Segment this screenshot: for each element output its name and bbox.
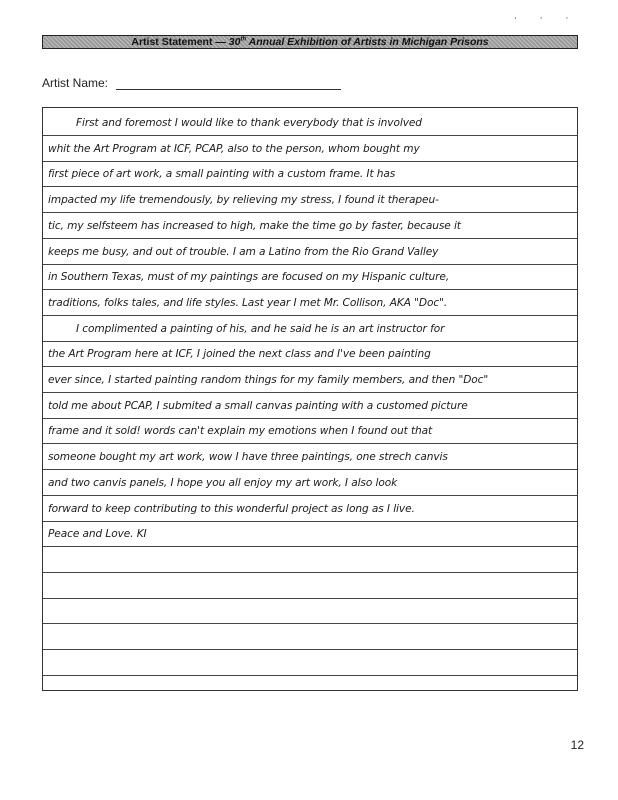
statement-line — [48, 548, 573, 572]
statement-line: first piece of art work, a small painting with a custom frame. It has — [48, 168, 396, 181]
statement-line: I complimented a painting of his, and he said he is an art instructor for — [76, 322, 445, 335]
statement-writing-area[interactable] — [42, 107, 578, 691]
header-title-rest: Annual Exhibition of Artists in Michigan Prisons — [246, 36, 489, 48]
statement-line: the Art Program here at ICF, I joined the next class and I've been painting — [48, 348, 431, 361]
statement-line — [48, 574, 573, 598]
statement-line: Peace and Love. KI — [48, 528, 147, 541]
statement-line: traditions, folks tales, and life styles. Last year I met Mr. Collison, AKA "Doc". — [48, 296, 448, 309]
statement-line: tic, my selfsteem has increased to high, make the time go by faster, because it — [48, 219, 461, 232]
statement-line: told me about PCAP, I submited a small canvas painting with a customed picture — [48, 399, 468, 412]
statement-line: whit the Art Program at ICF, PCAP, also to the person, whom bought my — [48, 142, 420, 155]
statement-line: and two canvis panels, I hope you all enjoy my art work, I also look — [48, 476, 398, 489]
corner-marks: · · · — [514, 14, 579, 24]
statement-line: someone bought my art work, wow I have three paintings, one strech canvis — [48, 451, 448, 464]
header-title-lead: Artist Statement — — [131, 36, 229, 48]
statement-line: in Southern Texas, must of my paintings are focused on my Hispanic culture, — [48, 271, 450, 284]
statement-line: ever since, I started painting random things for my family members, and then "Doc" — [48, 374, 489, 386]
statement-line — [48, 651, 573, 675]
statement-line: frame and it sold! words can't explain my emotions when I found out that — [48, 425, 433, 438]
artist-name-label: Artist Name: — [42, 76, 109, 90]
header-banner — [42, 35, 578, 49]
statement-line — [48, 625, 573, 649]
statement-line: forward to keep contributing to this wonderful project as long as I live. — [48, 502, 415, 515]
header-title-ordinal: 30 — [228, 36, 241, 48]
statement-line: First and foremost I would like to thank everybody that is involved — [76, 117, 422, 129]
artist-name-row — [42, 74, 341, 90]
artist-name-field[interactable] — [116, 77, 341, 90]
page-number: 12 — [570, 738, 584, 752]
header-title — [131, 36, 488, 48]
statement-line — [48, 599, 573, 623]
statement-line: keeps me busy, and out of trouble. I am a Latino from the Rio Grand Valley — [48, 245, 439, 258]
statement-line: impacted my life tremendously, by relieving my stress, I found it therapeu- — [48, 194, 439, 207]
header-title-sup: th — [240, 36, 247, 43]
ruled-line — [43, 675, 577, 676]
